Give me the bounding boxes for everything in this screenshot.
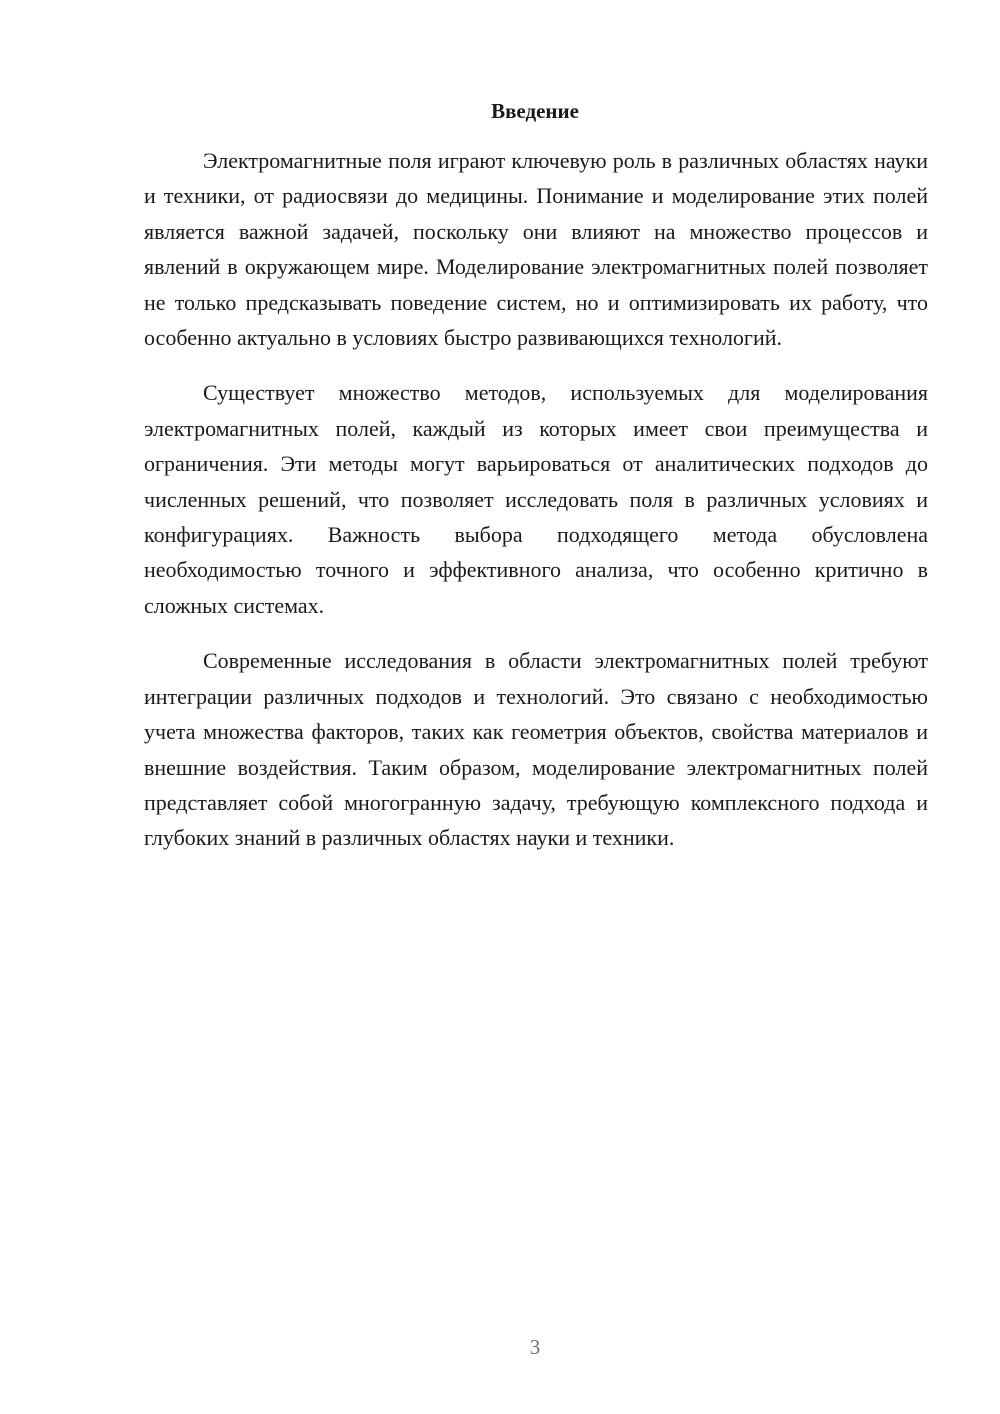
paragraph: Современные исследования в области электромагнитных полей требуют интеграции различных подходов и технологий. Это связано с необходимостью учета множества факторов, таких как геометрия объектов, свойства материалов и внешние воздействия. Таким образом, моделирование электромагнитных полей представляет собой многогранную задачу, требующую комплексного подхода и глубоких знаний в различных областях науки и техники. bbox=[144, 648, 928, 851]
section-heading: Введение bbox=[491, 99, 579, 123]
paragraph: Электромагнитные поля играют ключевую роль в различных областях науки и техники, от радиосвязи до медицины. Понимание и моделирование этих полей является важной задачей, поскольку они влияют на множество процессов и явлений в окружающем мире. Моделирование электромагнитных полей позволяет не только предсказывать поведение систем, но и оптимизировать их работу, что особенно актуально в условиях быстро развивающихся технологий. bbox=[144, 148, 928, 351]
page-number: 3 bbox=[529, 1335, 541, 1359]
body-text bbox=[144, 143, 928, 876]
paragraph: Существует множество методов, используемых для моделирования электромагнитных полей, каждый из которых имеет свои преимущества и ограничения. Эти методы могут варьироваться от аналитических подходов до численных решений, что позволяет исследовать поля в различных условиях и конфигурациях. Важность выбора подходящего метода обусловлена необходимостью точного и эффективного анализа, что особенно критично в сложных системах. bbox=[144, 380, 928, 618]
